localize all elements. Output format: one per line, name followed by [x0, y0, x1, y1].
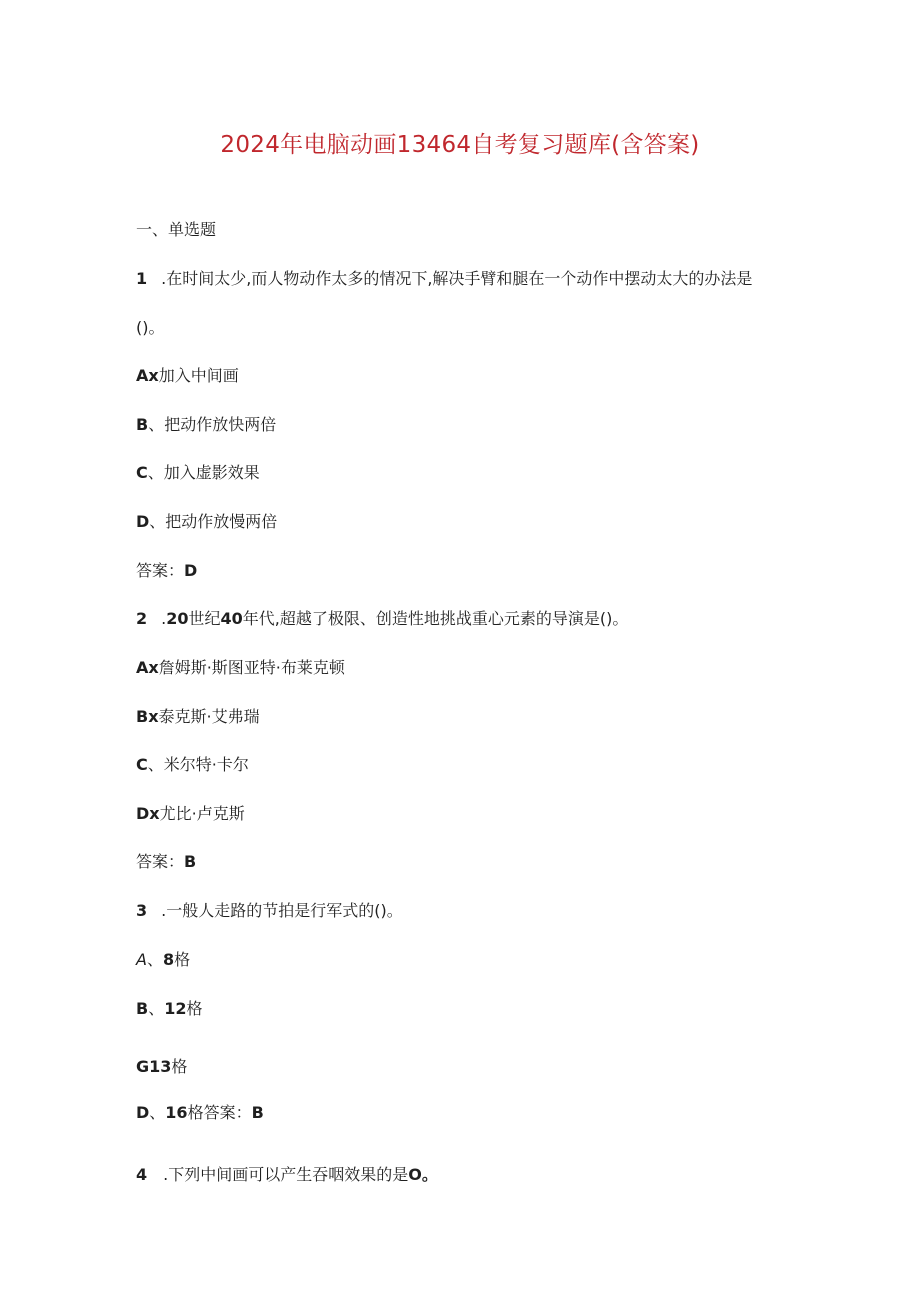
option-label: Ax — [136, 366, 159, 385]
question-text: .一般人走路的节拍是行军式的()。 — [161, 901, 403, 920]
option-b — [136, 998, 203, 1020]
option-unit: 格 — [186, 999, 203, 1018]
question-3 — [136, 900, 403, 922]
option-c — [136, 754, 249, 776]
option-d — [136, 511, 277, 533]
question-text: .下列中间画可以产生吞咽效果的是 — [163, 1165, 409, 1184]
option-c — [136, 1056, 187, 1078]
option-a — [136, 949, 190, 971]
option-label: Dx — [136, 804, 160, 823]
option-label: Ax — [136, 658, 159, 677]
option-sep: 、 — [148, 999, 165, 1018]
answer-value: D — [184, 561, 198, 580]
question-text-century: 世纪 — [188, 609, 221, 628]
option-a — [136, 365, 239, 387]
question-1-continued: ()。 — [136, 318, 165, 337]
option-c — [136, 462, 260, 484]
option-text: 、米尔特·卡尔 — [147, 755, 249, 774]
question-2 — [136, 608, 628, 630]
question-text: .在时间太少,而人物动作太多的情况下,解决手臂和腿在一个动作中摆动太大的办法是 — [161, 269, 753, 288]
number-40: 40 — [220, 609, 243, 628]
answer-prefix: 答案： — [136, 561, 185, 580]
question-number: 2 — [136, 609, 148, 628]
option-b — [136, 414, 276, 436]
option-unit: 格 — [174, 950, 191, 969]
question-end: O。 — [408, 1165, 438, 1184]
question-1 — [136, 268, 752, 290]
option-text: 泰克斯·艾弗瑞 — [158, 707, 260, 726]
section-heading: 一、单选题 — [136, 220, 217, 239]
option-number: 16 — [165, 1103, 188, 1122]
answer-prefix: 答案： — [136, 852, 185, 871]
option-sep: 、 — [146, 950, 163, 969]
option-text: 、加入虚影效果 — [147, 463, 260, 482]
option-label: C — [136, 463, 148, 482]
option-d — [136, 803, 245, 825]
option-text: 、把动作放慢两倍 — [149, 512, 278, 531]
option-label: A — [136, 950, 147, 969]
option-label: D — [136, 512, 150, 531]
question-number: 3 — [136, 901, 148, 920]
option-b — [136, 706, 260, 728]
question-text-dot: . — [161, 609, 167, 628]
option-d — [136, 1102, 264, 1124]
option-number: 12 — [164, 999, 187, 1018]
answer-value: B — [184, 852, 197, 871]
option-text: 、把动作放快两倍 — [148, 415, 277, 434]
option-a — [136, 657, 345, 679]
option-label: Bx — [136, 707, 159, 726]
option-label: G13 — [136, 1057, 172, 1076]
option-text: 加入中间画 — [158, 366, 239, 385]
option-unit: 格 — [171, 1057, 188, 1076]
option-text: 尤比·卢克斯 — [159, 804, 245, 823]
option-number: 8 — [162, 950, 175, 969]
option-unit-answer: 格答案： — [187, 1103, 252, 1122]
answer-value: B — [251, 1103, 264, 1122]
option-label: B — [136, 415, 149, 434]
option-sep: 、 — [149, 1103, 166, 1122]
question-text: 年代,超越了极限、创造性地挑战重心元素的导演是()。 — [242, 609, 629, 628]
option-label: C — [136, 755, 148, 774]
option-label: D — [136, 1103, 150, 1122]
question-number: 4 — [136, 1165, 148, 1184]
question-number: 1 — [136, 269, 148, 288]
answer — [136, 851, 196, 873]
answer — [136, 560, 197, 582]
option-label: B — [136, 999, 149, 1018]
document-title: 2024年电脑动画13464自考复习题库(含答案) — [220, 132, 700, 158]
question-4 — [136, 1164, 438, 1186]
option-text: 詹姆斯·斯图亚特·布莱克顿 — [158, 658, 345, 677]
number-20: 20 — [166, 609, 189, 628]
